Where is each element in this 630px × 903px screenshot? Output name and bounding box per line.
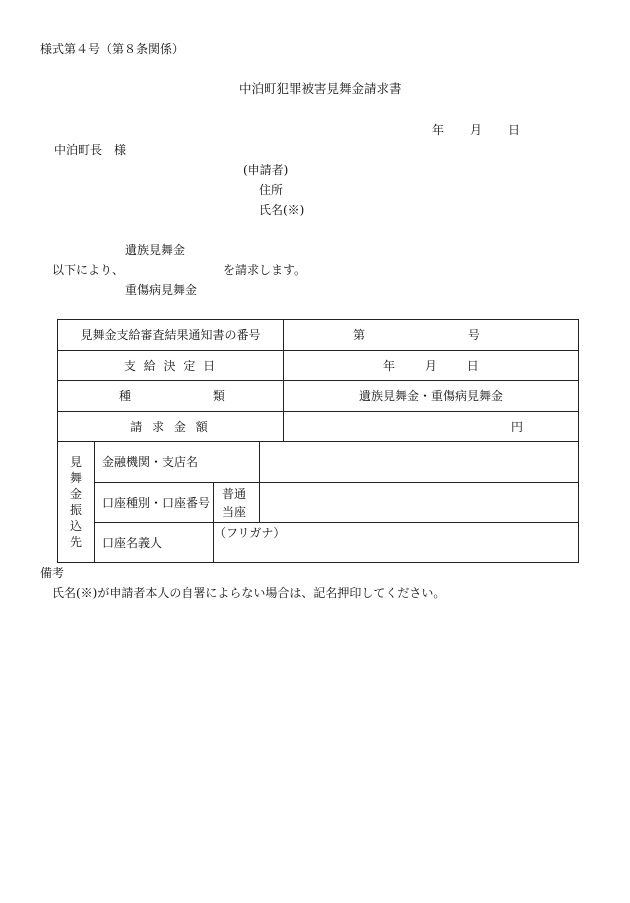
remarks-text: 氏名(※)が申請者本人の自署によらない場合は、記名押印してください。 [52, 586, 446, 600]
addressee: 中泊町長 様 [54, 143, 127, 157]
amount-row [58, 412, 579, 442]
account-label: 口座種別・口座番号 [95, 483, 214, 523]
decision-month: 月 [424, 358, 437, 373]
transfer-char-6: 先 [69, 535, 82, 549]
notice-go: 号 [467, 328, 480, 342]
type-row [58, 381, 579, 412]
amount-field[interactable] [284, 412, 579, 442]
transfer-char-4: 振 [69, 503, 82, 517]
account-type-toza: 当座 [222, 504, 247, 519]
type-value[interactable]: 遺族見舞金・重傷病見舞金 [284, 381, 579, 412]
bank-field[interactable] [260, 442, 579, 483]
holder-label: 口座名義人 [95, 523, 214, 563]
holder-field[interactable] [214, 523, 579, 563]
notice-dai: 第 [353, 328, 366, 342]
transfer-destination-label [58, 442, 95, 563]
account-type-cell[interactable] [214, 483, 260, 523]
notice-row [58, 320, 579, 351]
decision-year: 年 [383, 358, 396, 373]
amount-label-text: 請 求 金 額 [130, 419, 211, 434]
type-label-2: 類 [212, 389, 225, 403]
amount-label [58, 412, 284, 442]
account-number-field[interactable] [260, 483, 579, 523]
applicant-address: 住所 [259, 183, 284, 197]
amount-unit: 円 [511, 419, 524, 434]
form-number: 様式第４号（第８条関係） [40, 42, 185, 56]
bank-row [58, 442, 579, 483]
notice-label: 見舞金支給審査結果通知書の番号 [58, 320, 284, 351]
date-day: 日 [508, 123, 521, 137]
bank-label: 金融機関・支店名 [95, 442, 260, 483]
furigana-label: （フリガナ） [214, 526, 286, 540]
request-option-top: 遺族見舞金 [125, 243, 186, 257]
remarks-heading: 備考 [40, 566, 65, 580]
claim-table [57, 319, 579, 563]
decision-label-text: 支 給 決 定 日 [123, 358, 218, 373]
type-label [58, 381, 284, 412]
holder-row [58, 523, 579, 563]
account-type-futsu: 普通 [222, 486, 247, 501]
notice-number-field[interactable] [284, 320, 579, 351]
date-month: 月 [470, 123, 483, 137]
decision-row [58, 351, 579, 381]
type-label-1: 種 [119, 389, 132, 403]
transfer-char-1: 見 [69, 455, 82, 469]
applicant-name: 氏名(※) [259, 203, 305, 217]
page-title: 中泊町犯罪被害見舞金請求書 [239, 81, 402, 96]
date-line [432, 122, 520, 138]
request-suffix: を請求します。 [223, 263, 307, 277]
applicant-label: (申請者) [243, 163, 289, 177]
decision-date-field[interactable] [284, 351, 579, 381]
transfer-char-3: 金 [69, 487, 82, 501]
decision-label [58, 351, 284, 381]
decision-day: 日 [466, 358, 479, 373]
transfer-char-2: 舞 [69, 471, 82, 485]
date-year: 年 [432, 123, 445, 137]
account-row [58, 483, 579, 523]
transfer-char-5: 込 [69, 519, 82, 533]
request-prefix: 以下により、 [52, 263, 125, 277]
request-option-bottom: 重傷病見舞金 [125, 283, 198, 297]
